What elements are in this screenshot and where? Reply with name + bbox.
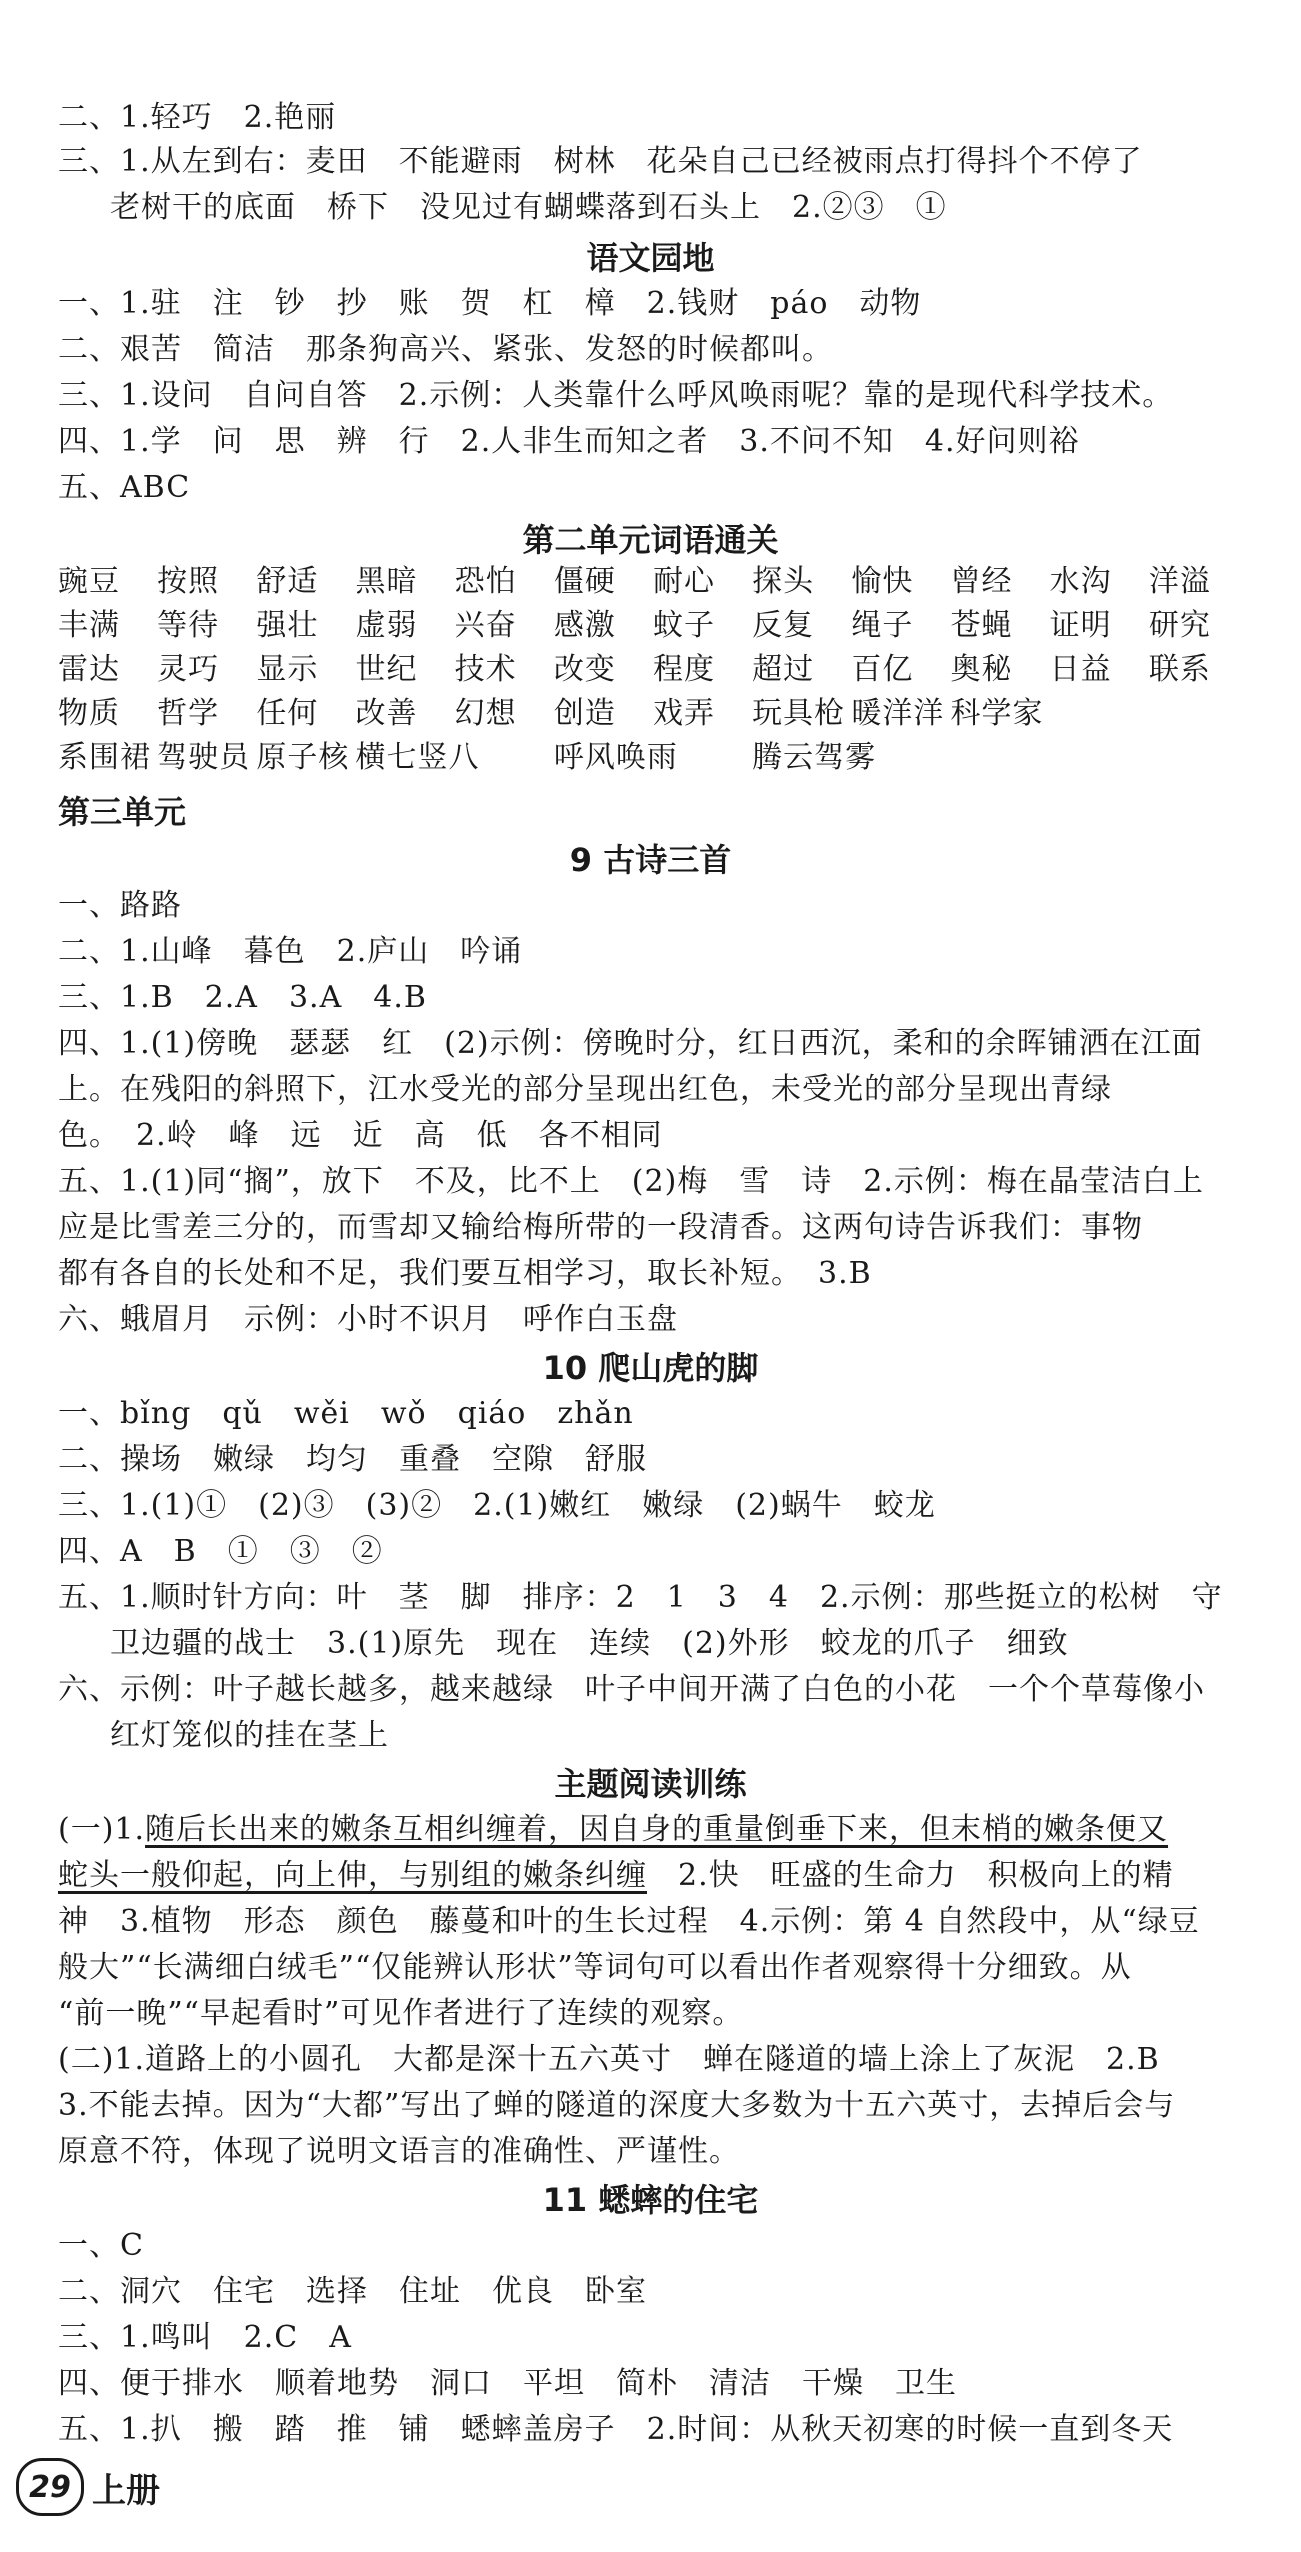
word: 哲学 [157,696,220,731]
section-heading: 第二单元词语通关 [522,521,779,559]
word: 恐怕 [454,564,517,599]
word: 驾驶员 [157,740,251,775]
word: 蚊子 [652,608,715,643]
unit-heading: 第三单元 [58,793,187,831]
word: 绳子 [851,608,914,643]
word: 灵巧 [157,652,220,687]
lesson-heading: 9 古诗三首 [569,841,732,879]
answer-line: 五、ABC [58,470,191,505]
answer-line: 二、1.山峰 暮色 2.庐山 吟诵 [58,934,523,969]
word: 显示 [256,652,319,687]
answer-line: 五、1.顺时针方向：叶 茎 脚 排序：2 1 3 4 2.示例：那些挺立的松树 守 [58,1580,1223,1615]
word: 系围裙 [58,740,151,775]
word: 愉快 [851,564,914,599]
answer-line: 一、bǐng qǔ wěi wǒ qiáo zhǎn [58,1396,634,1431]
word: 水沟 [1049,564,1112,599]
word: 日益 [1049,652,1112,687]
word: 雷达 [58,652,120,687]
word: 证明 [1049,608,1112,643]
word: 苍蝇 [950,608,1013,643]
word: 程度 [652,652,715,687]
answer-line: 一、路路 [58,888,182,923]
answer-line [58,1854,1248,1898]
word: 创造 [553,696,616,731]
grid-spacer [1149,692,1248,736]
word-grid [58,560,1248,780]
lesson-heading: 11 蟋蟀的住宅 [542,2181,759,2219]
lesson-heading: 10 爬山虎的脚 [542,1349,759,1387]
answer-line: 应是比雪差三分的，而雪却又输给梅所带的一段清香。这两句诗告诉我们：事物 [58,1210,1143,1245]
word: 虚弱 [355,608,418,643]
answer-line: 上。在残阳的斜照下，江水受光的部分呈现出红色，未受光的部分呈现出青绿 [58,1072,1112,1107]
word: 舒适 [256,564,319,599]
word: 物质 [58,696,120,731]
word: 联系 [1148,652,1211,687]
answer-line: 一、1.驻 注 钞 抄 账 贺 杠 樟 2.钱财 páo 动物 [58,286,922,321]
word: 反复 [752,608,815,643]
answer-line: 五、1.扒 搬 踏 推 铺 蟋蟀盖房子 2.时间：从秋天初寒的时候一直到冬天 [58,2412,1174,2447]
answer-line: 3.不能去掉。因为“大都”写出了蝉的隧道的深度大多数为十五六英寸，去掉后会与 [58,2088,1176,2123]
underlined-answer: 随后长出来的嫩条互相纠缠着，因自身的重量倒垂下来，但末梢的嫩条便又 [145,1812,1169,1847]
word: 僵硬 [553,564,616,599]
page-number: 29 [16,2458,84,2516]
word: 按照 [157,564,220,599]
answer-line: 六、示例：叶子越长越多，越来越绿 叶子中间开满了白色的小花 一个个草莓像小 [58,1672,1205,1707]
answer-line: 二、操场 嫩绿 均匀 重叠 空隙 舒服 [58,1442,647,1477]
grid-spacer [950,736,1049,780]
word: 科学家 [950,696,1044,731]
answer-text: 2.快 旺盛的生命力 积极向上的精 [647,1858,1174,1893]
answer-line: 二、1.轻巧 2.艳丽 [58,100,337,135]
word: 改变 [553,652,616,687]
underlined-answer: 蛇头一般仰起，向上伸，与别组的嫩条纠缠 [58,1858,647,1893]
word: 戏弄 [652,696,715,731]
word: 感激 [553,608,616,643]
word: 耐心 [652,564,715,599]
answer-line: 二、艰苦 简洁 那条狗高兴、紧张、发怒的时候都叫。 [58,332,833,367]
word: 曾经 [950,564,1013,599]
word: 豌豆 [58,564,120,599]
word: 幻想 [454,696,517,731]
answer-line: 原意不符，体现了说明文语言的准确性、严谨性。 [58,2134,740,2169]
grid-spacer [1149,736,1248,780]
word: 超过 [752,652,815,687]
answer-label: (一)1. [58,1812,146,1847]
answer-line: 神 3.植物 形态 颜色 藤蔓和叶的生长过程 4.示例：第 4 自然段中，从“绿豆 [58,1904,1200,1939]
answer-line: 五、1.(1)同“搁”，放下 不及，比不上 (2)梅 雪 诗 2.示例：梅在晶莹洁白上 [58,1164,1204,1199]
answer-line: 色。 2.岭 峰 远 近 高 低 各不相同 [58,1118,663,1153]
answer-line: 二、洞穴 住宅 选择 住址 优良 卧室 [58,2274,647,2309]
answer-line: 三、1.(1)① (2)③ (3)② 2.(1)嫩红 嫩绿 (2)蜗牛 蛟龙 [58,1488,936,1523]
word: 玩具枪 [752,696,846,731]
word: 洋溢 [1148,564,1211,599]
word: 改善 [355,696,418,731]
word: 黑暗 [355,564,418,599]
answer-line: 卫边疆的战士 3.(1)原先 现在 连续 (2)外形 蛟龙的爪子 细致 [110,1626,1069,1661]
volume-label: 上册 [92,2470,160,2511]
word: 兴奋 [454,608,517,643]
answer-line: 四、1.(1)傍晚 瑟瑟 红 (2)示例：傍晚时分，红日西沉，柔和的余晖铺洒在江面 [58,1026,1203,1061]
answer-line: (二)1.道路上的小圆孔 大都是深十五六英寸 蝉在隧道的墙上涂上了灰泥 2.B [58,2042,1160,2077]
answer-line: “前一晚”“早起看时”可见作者进行了连续的观察。 [58,1996,744,2031]
answer-line: 四、便于排水 顺着地势 洞口 平坦 简朴 清洁 干燥 卫生 [58,2366,957,2401]
answer-line: 四、A B ① ③ ② [58,1534,383,1569]
grid-spacer [1050,736,1149,780]
word: 百亿 [851,652,914,687]
section-heading: 语文园地 [586,239,715,277]
word: 任何 [256,696,319,731]
grid-spacer [1050,692,1149,736]
answer-line: 老树干的底面 桥下 没见过有蝴蝶落到石头上 2.②③ ① [110,190,947,225]
answer-line: 四、1.学 问 思 辨 行 2.人非生而知之者 3.不问不知 4.好问则裕 [58,424,1080,459]
answer-line: 一、C [58,2228,144,2263]
word: 腾云驾雾 [752,740,877,775]
word: 丰满 [58,608,120,643]
answer-line: 都有各自的长处和不足，我们要互相学习，取长补短。 3.B [58,1256,872,1291]
page-footer [16,2458,160,2516]
answer-line: 三、1.设问 自问自答 2.示例：人类靠什么呼风唤雨呢？靠的是现代科学技术。 [58,378,1174,413]
answer-line: 红灯笼似的挂在茎上 [110,1718,389,1753]
section-heading: 主题阅读训练 [554,1765,747,1803]
answer-line: 三、1.鸣叫 2.C A [58,2320,352,2355]
word: 技术 [454,652,517,687]
word: 世纪 [355,652,418,687]
word: 呼风唤雨 [553,740,678,775]
word: 奥秘 [950,652,1013,687]
word: 原子核 [256,740,350,775]
word: 强壮 [256,608,319,643]
word: 横七竖八 [355,740,480,775]
word: 研究 [1148,608,1211,643]
word: 等待 [157,608,220,643]
answer-line: 三、1.B 2.A 3.A 4.B [58,980,427,1015]
answer-line [58,1808,1248,1852]
word: 探头 [752,564,815,599]
answer-line: 般大”“长满细白绒毛”“仅能辨认形状”等词句可以看出作者观察得十分细致。从 [58,1950,1132,1985]
answer-line: 三、1.从左到右：麦田 不能避雨 树林 花朵自己已经被雨点打得抖个不停了 [58,144,1143,179]
answer-line: 六、蛾眉月 示例：小时不识月 呼作白玉盘 [58,1302,678,1337]
word: 暖洋洋 [851,696,945,731]
